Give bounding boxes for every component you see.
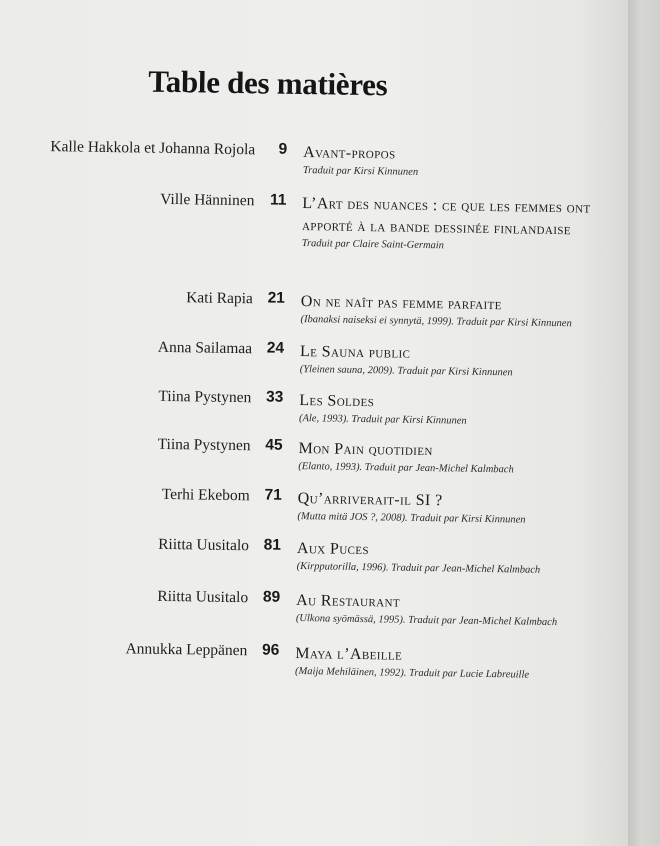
toc-page-number: 9 xyxy=(278,140,288,158)
toc-author: Kati Rapia xyxy=(186,289,254,308)
toc-entry xyxy=(0,483,622,526)
toc-title-block xyxy=(300,291,628,330)
toc-subtitle: (Kirpputorilla, 1996). Traduit par Jean-Michel Kalmbach xyxy=(296,561,541,576)
toc-page-number: 21 xyxy=(267,289,286,307)
toc-page-number: 45 xyxy=(265,436,283,454)
toc-page-number: 33 xyxy=(265,388,284,406)
toc-title-block xyxy=(297,488,627,527)
toc-title-block xyxy=(297,538,627,577)
toc-entry xyxy=(0,433,623,476)
toc-title-block xyxy=(302,193,628,254)
toc-entry xyxy=(0,286,625,330)
toc-author: Tiina Pystynen xyxy=(158,387,252,407)
toc-page-number: 89 xyxy=(262,588,281,606)
toc-page-number: 11 xyxy=(269,191,287,209)
toc-subtitle: (Ale, 1993). Traduit par Kirsi Kinnunen xyxy=(298,413,467,427)
toc-subtitle: Traduit par Claire Saint-Germain xyxy=(301,238,445,252)
toc-subtitle: (Elanto, 1993). Traduit par Jean-Michel Kalmbach xyxy=(298,461,514,476)
toc-page-number: 96 xyxy=(261,641,280,659)
toc-title-line-2: apporté à la bande dessinée finlandaise xyxy=(301,217,572,239)
toc-subtitle: (Ibanaksi naiseksi ei synnytä, 1999). Traduit par Kirsi Kinnunen xyxy=(300,314,572,330)
toc-page-number: 71 xyxy=(264,486,282,504)
toc-subtitle: (Ulkona syömässä, 1995). Traduit par Jean-Michel Kalmbach xyxy=(295,612,558,629)
toc-author: Kalle Hakkola et Johanna Rojola xyxy=(50,138,256,159)
toc-title: Le Sauna public xyxy=(299,343,411,362)
toc-title: Qu’arriverait-il SI ? xyxy=(297,490,443,510)
toc-page-number: 24 xyxy=(266,339,285,357)
toc-title-block xyxy=(300,341,628,380)
toc-title: Maya l’Abeille xyxy=(295,644,403,664)
toc-title-block xyxy=(295,643,625,682)
toc-title-block xyxy=(299,390,628,429)
toc-subtitle: (Mutta mitä JOS ?, 2008). Traduit par Kirsi Kinnunen xyxy=(297,511,526,526)
toc-title: Les Soldes xyxy=(299,392,375,411)
toc-author: Terhi Ekebom xyxy=(161,485,250,505)
toc-subtitle: (Yleinen sauna, 2009). Traduit par Kirsi Kinnunen xyxy=(299,364,513,379)
toc-title: Aux Puces xyxy=(296,540,370,559)
toc-title: Mon Pain quotidien xyxy=(298,440,433,460)
toc-entry xyxy=(0,638,619,681)
toc-author: Anna Sailamaa xyxy=(157,338,253,358)
toc-author: Riitta Uusitalo xyxy=(157,587,249,607)
toc-title: Au Restaurant xyxy=(296,592,401,611)
toc-subtitle: (Maija Mehiläinen, 1992). Traduit par Lucie Labreuille xyxy=(294,665,530,681)
toc-title: Avant-propos xyxy=(303,144,396,163)
toc-author: Annukka Leppänen xyxy=(125,640,248,660)
toc-entry xyxy=(0,137,627,178)
toc-title-block xyxy=(298,438,628,477)
toc-entry xyxy=(0,336,624,379)
toc-author: Riitta Uusitalo xyxy=(158,535,250,555)
toc-title: On ne naît pas femme parfaite xyxy=(300,293,503,314)
toc-entry xyxy=(0,585,620,629)
toc-page-number: 81 xyxy=(263,536,282,554)
toc-entry xyxy=(0,385,623,427)
toc-subtitle: Traduit par Kirsi Kinnunen xyxy=(302,165,419,178)
toc-author: Tiina Pystynen xyxy=(157,435,251,455)
book-page-edge xyxy=(628,0,660,846)
toc-title-block xyxy=(303,142,628,181)
toc-author: Ville Hänninen xyxy=(160,190,255,210)
toc-title: L’Art des nuances : ce que les femmes ont xyxy=(302,195,591,217)
page-title: Table des matières xyxy=(148,63,388,103)
toc-entry xyxy=(0,533,621,576)
toc-entry xyxy=(0,188,626,252)
toc-title-block xyxy=(296,590,626,629)
